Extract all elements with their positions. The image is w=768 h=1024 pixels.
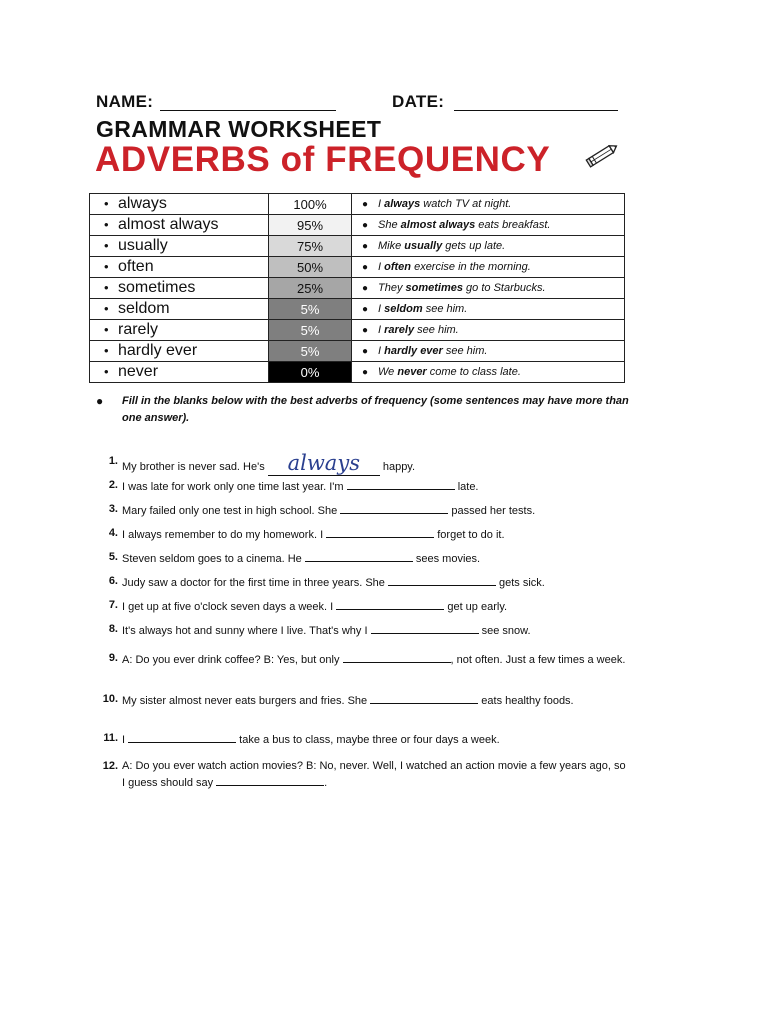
question-item xyxy=(96,550,626,567)
question-number: 4. xyxy=(108,527,118,539)
bullet-icon: • xyxy=(104,301,109,316)
percent-cell: 50% xyxy=(269,257,352,278)
example-cell xyxy=(352,278,625,299)
answer-blank[interactable] xyxy=(336,598,444,610)
question-item xyxy=(96,622,626,639)
question-number: 10. xyxy=(102,693,118,705)
worksheet-subtitle: ADVERBS of FREQUENCY xyxy=(95,140,551,179)
answer-blank[interactable] xyxy=(340,502,448,514)
example-adverb: hardly ever xyxy=(384,345,443,357)
example-adverb: usually xyxy=(404,240,443,252)
question-item xyxy=(96,574,626,591)
instructions xyxy=(96,393,636,427)
question-number: 11. xyxy=(103,732,118,744)
answer-blank[interactable] xyxy=(128,731,236,743)
example-after: see him. xyxy=(414,324,459,336)
example-cell xyxy=(352,257,625,278)
question-text-before: Judy saw a doctor for the first time in three years. She xyxy=(122,577,388,589)
example-adverb: never xyxy=(397,366,427,378)
adverb-row xyxy=(90,341,625,362)
answer-blank[interactable] xyxy=(305,550,413,562)
percent-cell: 95% xyxy=(269,215,352,236)
question-text-after: take a bus to class, maybe three or four days a week. xyxy=(236,734,500,746)
example-adverb: sometimes xyxy=(405,282,463,294)
question-number: 7. xyxy=(108,599,118,611)
question-item xyxy=(96,651,626,668)
example-after: go to Starbucks. xyxy=(463,282,546,294)
question-text xyxy=(122,731,626,748)
bullet-icon: • xyxy=(104,259,109,274)
adverb-text: almost always xyxy=(118,216,219,233)
adverb-text: rarely xyxy=(118,321,159,338)
example-after: come to class late. xyxy=(426,366,521,378)
question-item xyxy=(96,478,626,495)
question-text xyxy=(122,478,626,495)
date-label: DATE: xyxy=(392,92,445,111)
answer-blank[interactable] xyxy=(216,774,324,786)
bullet-icon: ● xyxy=(362,283,369,294)
question-text xyxy=(122,692,626,709)
adverb-row xyxy=(90,236,625,257)
pencil-icon xyxy=(584,140,620,170)
question-text xyxy=(122,451,626,476)
percent-cell: 100% xyxy=(269,194,352,215)
answer-blank[interactable] xyxy=(268,451,380,476)
name-label: NAME: xyxy=(96,92,154,111)
example-before: I xyxy=(378,345,385,357)
example-cell xyxy=(352,236,625,257)
example-cell xyxy=(352,299,625,320)
question-number: 12. xyxy=(102,760,118,772)
example-after: exercise in the morning. xyxy=(411,261,531,273)
question-text xyxy=(122,651,626,668)
question-text xyxy=(122,759,626,791)
bullet-icon: ● xyxy=(362,346,369,357)
answer-blank[interactable] xyxy=(388,574,496,586)
question-text-after: happy. xyxy=(379,461,416,473)
bullet-icon: • xyxy=(104,196,109,211)
example-before: I xyxy=(378,261,385,273)
question-number: 5. xyxy=(108,551,118,563)
adverb-cell xyxy=(90,320,269,341)
bullet-icon: • xyxy=(104,322,109,337)
adverb-cell xyxy=(90,257,269,278)
example-after: gets up late. xyxy=(442,240,506,252)
question-text xyxy=(122,526,626,543)
question-text-after: get up early. xyxy=(444,601,508,613)
example-before: She xyxy=(378,219,401,231)
question-number: 1. xyxy=(108,455,118,467)
adverb-text: sometimes xyxy=(118,279,196,296)
adverb-frequency-table xyxy=(89,193,625,383)
adverb-row xyxy=(90,215,625,236)
example-after: see him. xyxy=(422,303,468,315)
percent-cell: 5% xyxy=(269,320,352,341)
example-cell xyxy=(352,194,625,215)
example-before: I xyxy=(378,198,385,210)
answer-blank[interactable] xyxy=(371,622,479,634)
question-text-after: passed her tests. xyxy=(448,505,536,517)
example-after: watch TV at night. xyxy=(420,198,512,210)
adverb-text: seldom xyxy=(118,300,170,317)
question-text-before: I get up at five o'clock seven days a week. I xyxy=(122,601,337,613)
question-text-after: forget to do it. xyxy=(434,529,505,541)
adverb-cell xyxy=(90,362,269,383)
adverb-cell xyxy=(90,215,269,236)
adverb-text: hardly ever xyxy=(118,342,198,359)
bullet-icon: • xyxy=(104,343,109,358)
example-after: see him. xyxy=(442,345,488,357)
question-text-after: . xyxy=(324,777,328,789)
question-text xyxy=(122,622,626,639)
question-number: 8. xyxy=(108,623,118,635)
percent-cell: 5% xyxy=(269,299,352,320)
question-text-before: A: Do you ever drink coffee? B: Yes, but only xyxy=(122,654,343,666)
example-adverb: often xyxy=(384,261,412,273)
adverb-row xyxy=(90,299,625,320)
question-text-before: I xyxy=(122,734,129,746)
question-text-before: I always remember to do my homework. I xyxy=(122,529,327,541)
question-text xyxy=(122,502,626,519)
bullet-icon: ● xyxy=(362,325,369,336)
answer-blank[interactable] xyxy=(370,692,478,704)
adverb-cell xyxy=(90,341,269,362)
bullet-icon: ● xyxy=(362,262,369,273)
percent-cell: 0% xyxy=(269,362,352,383)
percent-cell: 25% xyxy=(269,278,352,299)
percent-cell: 75% xyxy=(269,236,352,257)
answer-blank[interactable] xyxy=(343,651,451,663)
question-item xyxy=(96,451,626,476)
example-adverb: almost always xyxy=(400,219,476,231)
question-item xyxy=(96,759,626,791)
adverb-text: often xyxy=(118,258,154,275)
example-before: I xyxy=(378,303,385,315)
example-before: I xyxy=(378,324,385,336)
bullet-icon: • xyxy=(104,364,109,379)
question-item xyxy=(96,502,626,519)
question-text-after: eats healthy foods. xyxy=(478,695,574,707)
worksheet-title: GRAMMAR WORKSHEET xyxy=(96,116,382,142)
example-before: We xyxy=(378,366,398,378)
adverb-text: always xyxy=(118,195,167,212)
question-text-after: , not often. Just a few times a week. xyxy=(450,654,626,666)
question-text xyxy=(122,574,626,591)
example-cell xyxy=(352,215,625,236)
question-text-before: Steven seldom goes to a cinema. He xyxy=(122,553,305,565)
bullet-icon: ● xyxy=(96,394,104,408)
answer-blank[interactable] xyxy=(347,478,455,490)
question-text-before: My brother is never sad. He's xyxy=(122,461,268,473)
answer-blank[interactable] xyxy=(326,526,434,538)
example-after: eats breakfast. xyxy=(475,219,551,231)
adverb-cell xyxy=(90,299,269,320)
question-text-before: A: Do you ever watch action movies? B: No, never. Well, I watched an action movie a few years ago, so I guess should say xyxy=(122,760,626,789)
example-before: Mike xyxy=(378,240,405,252)
question-item xyxy=(96,692,626,709)
example-cell xyxy=(352,320,625,341)
instructions-text: Fill in the blanks below with the best adverbs of frequency (some sentences may have more than one answer). xyxy=(122,395,629,424)
bullet-icon: • xyxy=(104,280,109,295)
adverb-cell xyxy=(90,194,269,215)
question-text-before: It's always hot and sunny where I live. That's why I xyxy=(122,625,371,637)
question-text-before: My sister almost never eats burgers and fries. She xyxy=(122,695,371,707)
date-blank[interactable] xyxy=(454,110,618,111)
question-number: 2. xyxy=(108,479,118,491)
example-adverb: rarely xyxy=(384,324,415,336)
question-text-after: see snow. xyxy=(478,625,531,637)
question-number: 6. xyxy=(108,575,118,587)
question-text-after: sees movies. xyxy=(412,553,481,565)
bullet-icon: ● xyxy=(362,367,369,378)
adverb-cell xyxy=(90,236,269,257)
example-adverb: always xyxy=(384,198,421,210)
adverb-row xyxy=(90,320,625,341)
bullet-icon: • xyxy=(104,238,109,253)
adverb-text: never xyxy=(118,363,159,380)
question-item xyxy=(96,598,626,615)
name-blank[interactable] xyxy=(160,110,336,111)
adverb-row xyxy=(90,278,625,299)
bullet-icon: ● xyxy=(362,220,369,231)
adverb-row xyxy=(90,362,625,383)
question-text xyxy=(122,598,626,615)
bullet-icon: • xyxy=(104,217,109,232)
question-number: 9. xyxy=(108,652,118,664)
example-cell xyxy=(352,362,625,383)
bullet-icon: ● xyxy=(362,304,369,315)
question-text-after: late. xyxy=(454,481,479,493)
question-text xyxy=(122,550,626,567)
adverb-row xyxy=(90,194,625,215)
question-item xyxy=(96,526,626,543)
question-text-before: Mary failed only one test in high school. She xyxy=(122,505,341,517)
adverb-cell xyxy=(90,278,269,299)
bullet-icon: ● xyxy=(362,199,369,210)
question-text-before: I was late for work only one time last year. I'm xyxy=(122,481,347,493)
percent-cell: 5% xyxy=(269,341,352,362)
question-text-after: gets sick. xyxy=(495,577,545,589)
example-cell xyxy=(352,341,625,362)
adverb-text: usually xyxy=(118,237,168,254)
question-number: 3. xyxy=(108,503,118,515)
example-adverb: seldom xyxy=(384,303,423,315)
bullet-icon: ● xyxy=(362,241,369,252)
example-before: They xyxy=(378,282,406,294)
adverb-row xyxy=(90,257,625,278)
question-item xyxy=(96,731,626,748)
worksheet-header xyxy=(96,92,636,116)
sample-answer: always xyxy=(287,451,360,475)
